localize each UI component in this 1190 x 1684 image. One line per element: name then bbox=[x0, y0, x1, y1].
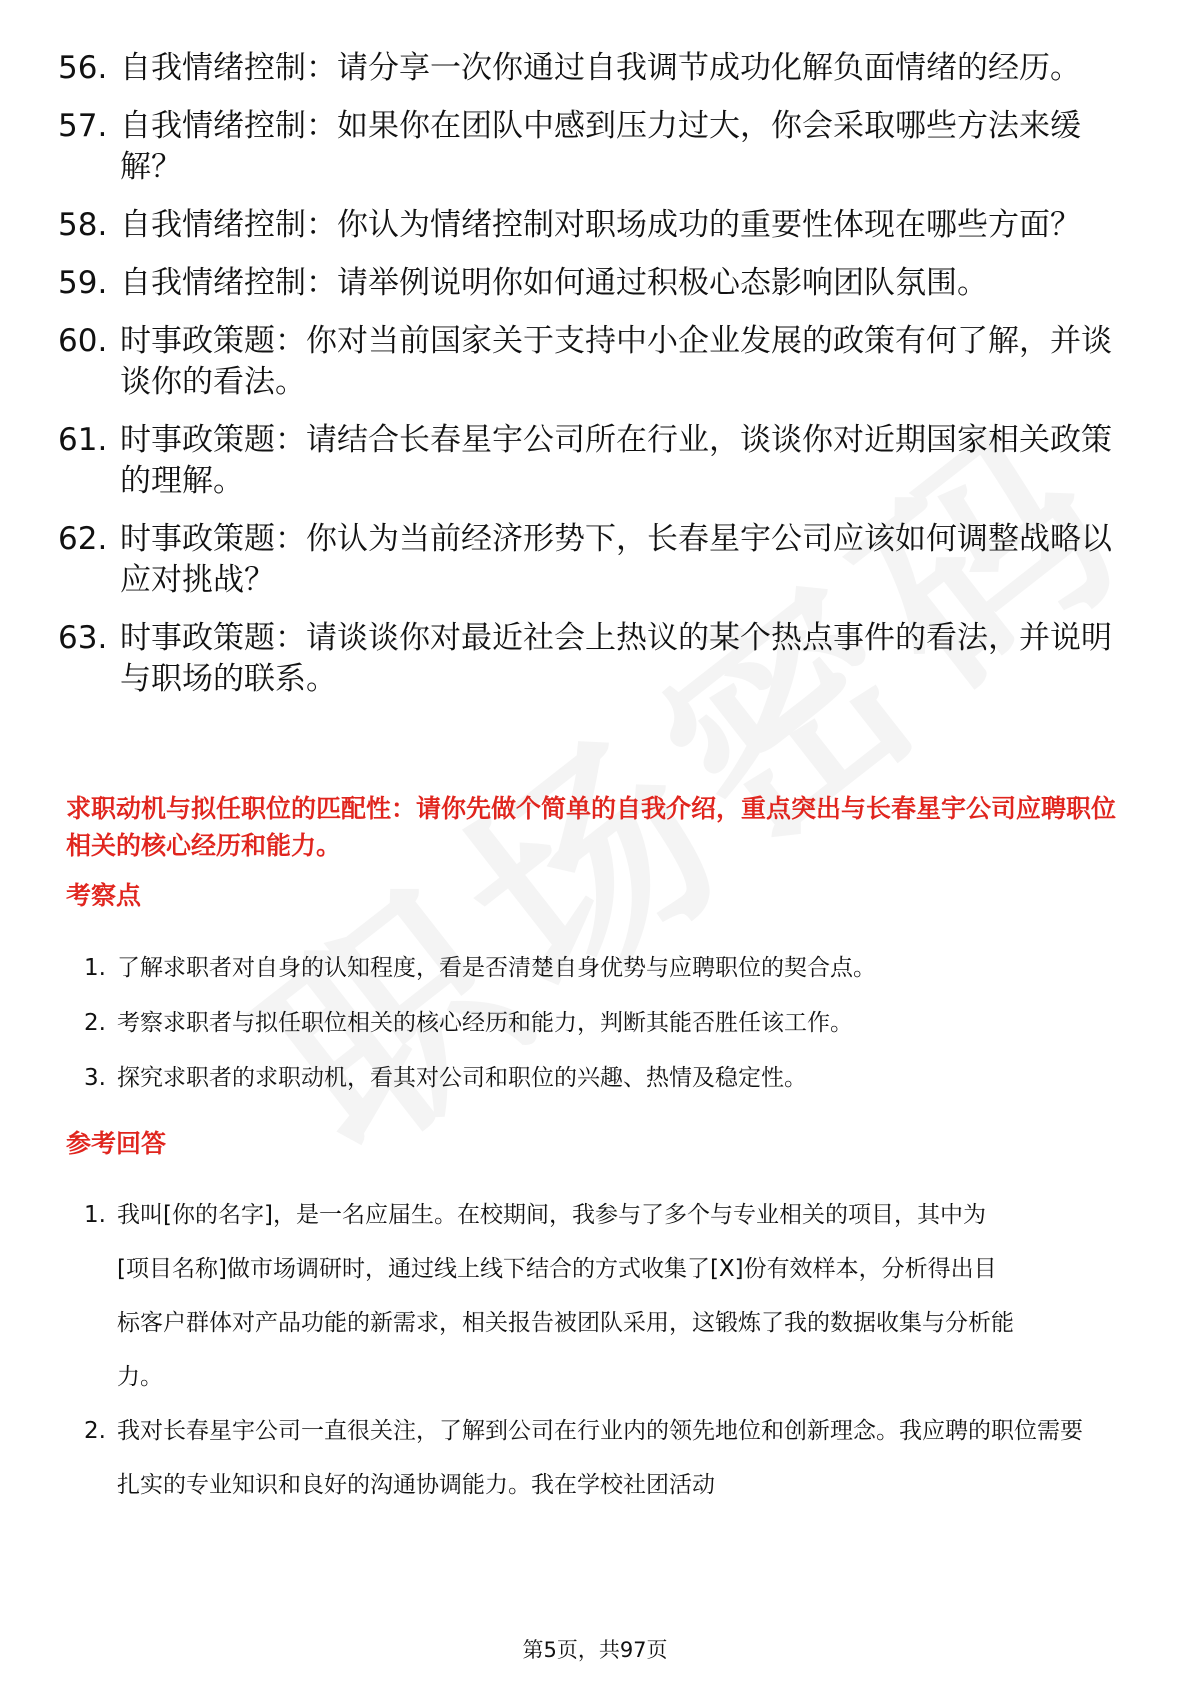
question-text: 时事政策题：你认为当前经济形势下，长春星宇公司应该如何调整战略以应对挑战？ bbox=[120, 521, 1112, 598]
question-item bbox=[58, 106, 1128, 188]
answer-number: 2. bbox=[84, 1418, 106, 1444]
point-number: 3. bbox=[84, 1065, 106, 1091]
question-item bbox=[58, 48, 1128, 89]
point-number: 1. bbox=[84, 955, 106, 981]
point-item bbox=[84, 1062, 1124, 1094]
question-text: 时事政策题：请谈谈你对最近社会上热议的某个热点事件的看法，并说明与职场的联系。 bbox=[120, 620, 1112, 697]
question-item bbox=[58, 420, 1128, 502]
question-text: 时事政策题：请结合长春星宇公司所在行业，谈谈你对近期国家相关政策的理解。 bbox=[120, 422, 1112, 499]
point-number: 2. bbox=[84, 1010, 106, 1036]
points-title: 考察点 bbox=[66, 881, 142, 910]
points-list bbox=[84, 952, 1124, 1117]
answer-text: 我对长春星宇公司一直很关注，了解到公司在行业内的领先地位和创新理念。我应聘的职位需要扎实的专业知识和良好的沟通协调能力。我在学校社团活动 bbox=[117, 1418, 1083, 1498]
answers-list bbox=[84, 1188, 1124, 1512]
question-text: 时事政策题：你对当前国家关于支持中小企业发展的政策有何了解，并谈谈你的看法。 bbox=[120, 323, 1112, 400]
answer-text: 我叫[你的名字]，是一名应届生。在校期间，我参与了多个与专业相关的项目，其中为[项目名称]做市场调研时，通过线上线下结合的方式收集了[X]份有效样本，分析得出目标客户群体对产品功能的新需求，相关报告被团队采用，这锻炼了我的数据收集与分析能力。 bbox=[117, 1202, 1014, 1390]
question-number: 59. bbox=[58, 265, 108, 301]
answer-item bbox=[84, 1188, 1124, 1404]
point-text: 探究求职者的求职动机，看其对公司和职位的兴趣、热情及稳定性。 bbox=[117, 1065, 807, 1091]
question-item bbox=[58, 618, 1128, 700]
question-number: 58. bbox=[58, 207, 108, 243]
question-text: 自我情绪控制：如果你在团队中感到压力过大，你会采取哪些方法来缓解？ bbox=[120, 108, 1081, 185]
question-number: 63. bbox=[58, 620, 108, 656]
point-item bbox=[84, 1007, 1124, 1039]
point-text: 考察求职者与拟任职位相关的核心经历和能力，判断其能否胜任该工作。 bbox=[117, 1010, 853, 1036]
question-item bbox=[58, 205, 1128, 246]
question-number: 57. bbox=[58, 108, 108, 144]
page-footer: 第5页，共97页 bbox=[522, 1638, 668, 1662]
section-heading: 求职动机与拟任职位的匹配性：请你先做个简单的自我介绍，重点突出与长春星宇公司应聘职位相关的核心经历和能力。 bbox=[66, 794, 1117, 860]
question-item bbox=[58, 321, 1128, 403]
question-text: 自我情绪控制：你认为情绪控制对职场成功的重要性体现在哪些方面？ bbox=[120, 207, 1081, 243]
answer-number: 1. bbox=[84, 1202, 106, 1228]
question-item bbox=[58, 519, 1128, 601]
question-item bbox=[58, 263, 1128, 304]
question-text: 自我情绪控制：请分享一次你通过自我调节成功化解负面情绪的经历。 bbox=[120, 50, 1081, 86]
point-text: 了解求职者对自身的认知程度，看是否清楚自身优势与应聘职位的契合点。 bbox=[117, 955, 876, 981]
answer-item bbox=[84, 1404, 1124, 1512]
question-number: 61. bbox=[58, 422, 108, 458]
question-number: 60. bbox=[58, 323, 108, 359]
point-item bbox=[84, 952, 1124, 984]
question-number: 62. bbox=[58, 521, 108, 557]
question-text: 自我情绪控制：请举例说明你如何通过积极心态影响团队氛围。 bbox=[120, 265, 988, 301]
question-list bbox=[58, 48, 1128, 717]
answer-title: 参考回答 bbox=[66, 1129, 167, 1158]
question-number: 56. bbox=[58, 50, 108, 86]
